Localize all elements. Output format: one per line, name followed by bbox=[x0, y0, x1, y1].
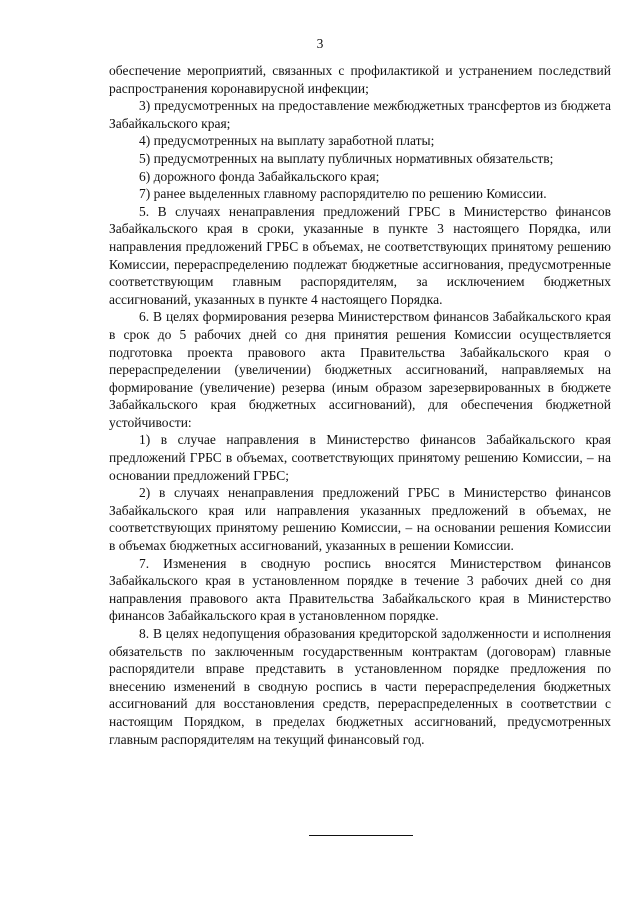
list-item-7: 7) ранее выделенных главному распорядителю по решению Комиссии. bbox=[139, 186, 547, 202]
document-body bbox=[109, 62, 611, 748]
page-number: 3 bbox=[316, 36, 324, 51]
clause-5: 5. В случаях ненаправления предложений ГРБС в Министерство финансов Забайкальского края в сроки, указанные в пункте 3 настоящего Порядка, или направления предложений ГРБС в объемах, не соответствующих принятому решению Комиссии, перераспределению подлежат бюджетные ассигнования, предусмотренные соответствующим главным распорядителям, за исключением бюджетных ассигнований, указанных в пункте 4 настоящего Порядка. bbox=[109, 203, 611, 307]
clause-6-item-2: 2) в случаях ненаправления предложений ГРБС в Министерство финансов Забайкальского края или направления указанных предложений в объемах, не соответствующих принятому решению Комиссии, – на основании решения Комиссии в объемах бюджетных ассигнований, указанных в решении Комиссии. bbox=[109, 485, 611, 554]
clause-7: 7. Изменения в сводную роспись вносятся Министерством финансов Забайкальского края в установленном порядке в течение 3 рабочих дней со дня направления правового акта Правительства Забайкальского края в Министерство финансов Забайкальского края в установленном порядке. bbox=[109, 555, 611, 624]
list-item-5: 5) предусмотренных на выплату публичных нормативных обязательств; bbox=[139, 150, 554, 166]
list-item-6: 6) дорожного фонда Забайкальского края; bbox=[139, 168, 380, 184]
list-item-3: 3) предусмотренных на предоставление межбюджетных трансфертов из бюджета Забайкальского края; bbox=[109, 98, 611, 131]
clause-8: 8. В целях недопущения образования кредиторской задолженности и исполнения обязательств по заключенным государственным контрактам (договорам) главные распорядители вправе представить в установленном порядке предложения по внесению изменений в сводную роспись в части перераспределения бюджетных ассигнований для восстановления средств, перераспределенных в соответствии с настоящим Порядком, в пределах бюджетных ассигнований, предусмотренных главным распорядителям на текущий финансовый год. bbox=[109, 626, 611, 747]
clause-6-item-1: 1) в случае направления в Министерство финансов Забайкальского края предложений ГРБС в объемах, соответствующих принятому решению Комиссии, – на основании предложений ГРБС; bbox=[109, 432, 611, 483]
paragraph-continuation: обеспечение мероприятий, связанных с профилактикой и устранением последствий распространения коронавирусной инфекции; bbox=[109, 63, 611, 96]
end-separator-line bbox=[309, 835, 413, 836]
list-item-4: 4) предусмотренных на выплату заработной платы; bbox=[139, 133, 435, 149]
clause-6: 6. В целях формирования резерва Министерством финансов Забайкальского края в срок до 5 рабочих дней со дня принятия решения Комиссии осуществляется подготовка проекта правового акта Правительства Забайкальского края о перераспределении (увеличении) бюджетных ассигнований, направляемых на формирование (увеличение) резерва (иным образом зарезервированных в бюджете Забайкальского края бюджетных ассигнований), для обеспечения бюджетной устойчивости: bbox=[109, 309, 611, 430]
